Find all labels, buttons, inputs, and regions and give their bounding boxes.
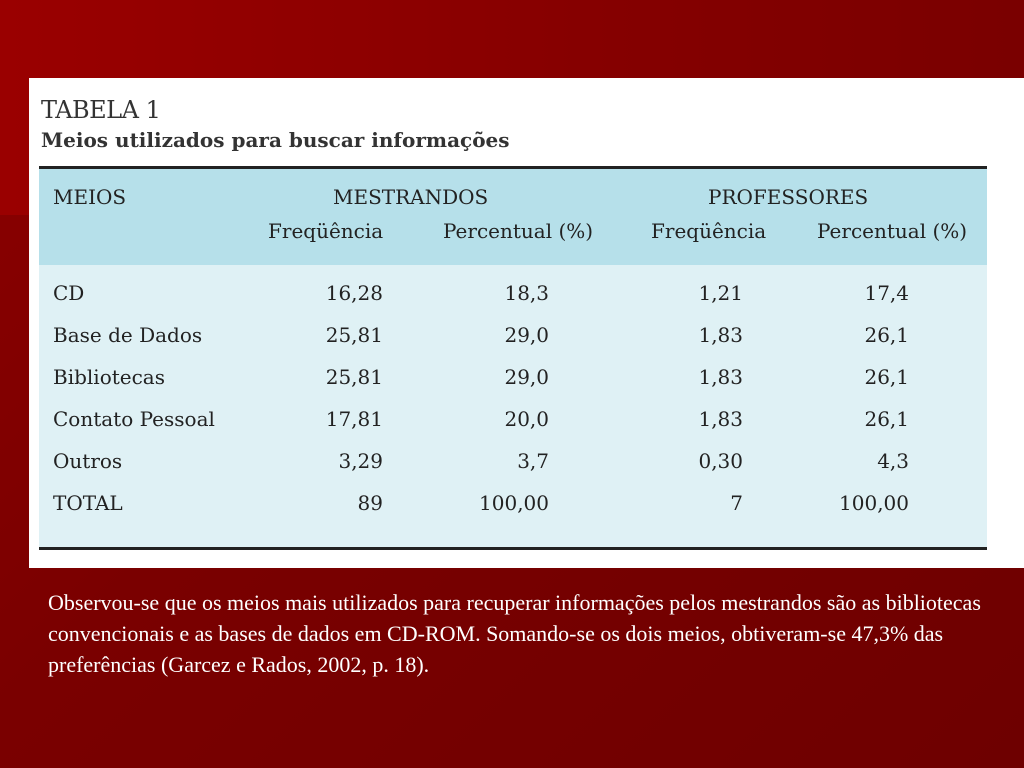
cell-m-perc: 29,0 bbox=[504, 323, 549, 347]
header-mestrandos-perc: Percentual (%) bbox=[443, 219, 594, 243]
cell-m-freq: 17,81 bbox=[325, 407, 383, 431]
row-label: Base de Dados bbox=[53, 323, 203, 347]
cell-m-freq: 25,81 bbox=[325, 323, 383, 347]
row-label: Outros bbox=[53, 449, 123, 473]
header-professores-perc: Percentual (%) bbox=[817, 219, 968, 243]
cell-p-perc: 17,4 bbox=[864, 281, 909, 305]
cell-p-freq: 1,83 bbox=[698, 365, 743, 389]
table-header bbox=[39, 169, 987, 265]
cell-m-perc: 18,3 bbox=[504, 281, 549, 305]
cell-m-perc: 20,0 bbox=[504, 407, 549, 431]
header-mestrandos: MESTRANDOS bbox=[333, 185, 489, 209]
cell-m-perc: 100,00 bbox=[479, 491, 549, 515]
table-figure bbox=[29, 78, 1024, 568]
cell-p-perc: 100,00 bbox=[839, 491, 909, 515]
cell-m-freq: 25,81 bbox=[325, 365, 383, 389]
figure-subtitle: Meios utilizados para buscar informações bbox=[41, 128, 510, 152]
cell-p-freq: 7 bbox=[730, 491, 743, 515]
caption-text: Observou-se que os meios mais utilizados para recuperar informações pelos mestrandos são as bibliotecas convencionais e as bases de dados em CD-ROM. Somando-se os dois meios, obtiveram-se 47,3% das preferências (Garcez e Rados, 2002, p. 18). bbox=[48, 590, 981, 677]
cell-p-perc: 26,1 bbox=[864, 323, 909, 347]
header-meios: MEIOS bbox=[53, 185, 127, 209]
header-mestrandos-freq: Freqüência bbox=[268, 219, 384, 243]
figure-title: TABELA 1 bbox=[41, 96, 161, 124]
row-label: CD bbox=[53, 281, 85, 305]
cell-m-perc: 29,0 bbox=[504, 365, 549, 389]
row-label: Contato Pessoal bbox=[53, 407, 215, 431]
row-label: TOTAL bbox=[53, 491, 123, 515]
cell-p-perc: 4,3 bbox=[877, 449, 909, 473]
cell-m-freq: 3,29 bbox=[338, 449, 383, 473]
data-table bbox=[39, 166, 987, 550]
cell-m-perc: 3,7 bbox=[517, 449, 549, 473]
cell-m-freq: 89 bbox=[357, 491, 383, 515]
row-label: Bibliotecas bbox=[53, 365, 165, 389]
cell-p-freq: 1,83 bbox=[698, 407, 743, 431]
header-professores: PROFESSORES bbox=[708, 185, 869, 209]
cell-p-freq: 1,83 bbox=[698, 323, 743, 347]
header-professores-freq: Freqüência bbox=[651, 219, 767, 243]
cell-p-freq: 0,30 bbox=[698, 449, 743, 473]
cell-m-freq: 16,28 bbox=[325, 281, 383, 305]
cell-p-freq: 1,21 bbox=[698, 281, 743, 305]
cell-p-perc: 26,1 bbox=[864, 407, 909, 431]
cell-p-perc: 26,1 bbox=[864, 365, 909, 389]
